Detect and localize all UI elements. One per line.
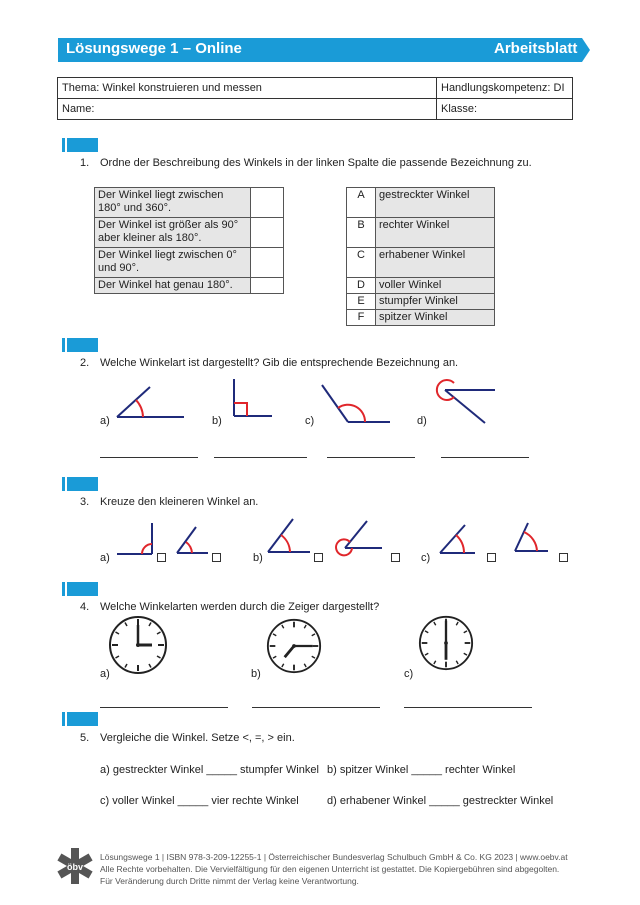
checkbox[interactable] [487,553,496,562]
item-label: c) [100,795,110,807]
answer-cell[interactable] [251,188,284,218]
checkbox[interactable] [559,553,568,562]
clock-icon [266,618,322,674]
comparison-item [100,795,299,807]
option-label: rechter Winkel [376,218,495,248]
answer-blank[interactable]: _____ [206,764,237,776]
publisher-logo-icon [56,846,94,886]
footer-line: Lösungswege 1 | ISBN 978-3-209-12255-1 | Österreichischer Bundesverlag Schulbuch GmbH & Co. KG 2023 | www.oebv.at [100,852,568,862]
figure-label: c) [404,668,414,680]
answer-cell[interactable] [251,248,284,278]
task-marker-icon [62,338,98,352]
checkbox[interactable] [157,553,166,562]
comparison-item [327,764,515,776]
task-3-number: 3. [80,496,90,508]
checkbox[interactable] [314,553,323,562]
right-term: rechter Winkel [445,764,516,776]
right-angle-figure [117,523,152,554]
checkbox[interactable] [212,553,221,562]
item-label: b) [327,764,337,776]
answer-line[interactable] [100,457,198,458]
answer-cell[interactable] [251,278,284,294]
answer-blank[interactable]: _____ [429,795,460,807]
figure-label: b) [251,668,261,680]
figure-label: a) [100,668,110,680]
footer-line: Für Veränderung durch Dritte nimmt der Verlag keine Verantwortung. [100,876,359,886]
option-label: spitzer Winkel [376,310,495,326]
option-label: gestreckter Winkel [376,188,495,218]
acute-angle-figure [268,519,310,552]
answer-blank[interactable]: _____ [411,764,442,776]
acute-angle-figure [515,523,548,551]
description-text: aber kleiner als 180°. [98,232,202,244]
figure-label: a) [100,415,110,427]
task-marker-icon [62,582,98,596]
item-label: a) [100,764,110,776]
option-letter: F [347,310,376,326]
option-letter: D [347,278,376,294]
option-letter: C [347,248,376,278]
figure-label: a) [100,552,110,564]
answer-line[interactable] [441,457,529,458]
answer-cell[interactable] [251,218,284,248]
description-text: Der Winkel ist größer als 90° [98,219,239,231]
task-marker-icon [62,477,98,491]
option-letter: A [347,188,376,218]
task-1-text: Ordne der Beschreibung des Winkels in der linken Spalte die passende Bezeichnung zu. [100,157,532,169]
answer-line[interactable] [100,707,228,708]
figure-label: b) [212,415,222,427]
left-term: gestreckter Winkel [112,764,204,776]
task-5-number: 5. [80,732,90,744]
clock-icon [418,615,474,671]
description-text: Der Winkel liegt zwischen 0° [98,249,237,261]
footer-text [100,851,600,887]
acute-angle-figure [117,387,184,417]
answer-line[interactable] [327,457,415,458]
task-4-text: Welche Winkelarten werden durch die Zeiger dargestellt? [100,601,380,613]
right-term: stumpfer Winkel [240,764,319,776]
description-text: und 90°. [98,262,140,274]
task-2-angle-figures [100,375,560,435]
option-letter: E [347,294,376,310]
figure-label: b) [253,552,263,564]
task-marker-icon [62,138,98,152]
footer-line: Alle Rechte vorbehalten. Die Vervielfältigung für den eigenen Unterricht ist gestattet. Die Kopiergebühren sind abgegolten. [100,864,560,874]
description-text: Der Winkel hat genau 180°. [98,279,233,291]
answer-line[interactable] [252,707,380,708]
reflex-angle-figure [336,521,382,555]
right-term: vier rechte Winkel [211,795,299,807]
task-3-text: Kreuze den kleineren Winkel an. [100,496,259,508]
task-marker-icon [62,712,98,726]
description-text: Der Winkel liegt zwischen [98,189,224,201]
obtuse-angle-figure [322,385,390,422]
option-letter: B [347,218,376,248]
options-table [346,187,495,326]
comparison-item [327,795,553,807]
task-2-text: Welche Winkelart ist dargestellt? Gib die entsprechende Bezeichnung an. [100,357,459,369]
worksheet-series-title: Lösungswege 1 – Online [66,40,242,57]
figure-label: c) [305,415,315,427]
figure-label: c) [421,552,431,564]
task-5-text: Vergleiche die Winkel. Setze <, =, > ein. [100,732,295,744]
description-table [94,187,284,294]
left-term: erhabener Winkel [339,795,427,807]
worksheet-type-label: Arbeitsblatt [494,40,578,57]
task-1-number: 1. [80,157,90,169]
clock-icon [108,615,168,675]
description-text: 180° und 360°. [98,202,172,214]
comparison-item [100,764,319,776]
task-2-number: 2. [80,357,90,369]
reflex-angle-figure [437,380,495,423]
right-angle-figure [234,379,272,416]
info-table [57,77,573,120]
left-term: spitzer Winkel [339,764,409,776]
answer-line[interactable] [404,707,532,708]
answer-blank[interactable]: _____ [177,795,209,807]
right-term: gestreckter Winkel [462,795,554,807]
checkbox[interactable] [391,553,400,562]
name-field[interactable]: Name: [58,99,437,120]
acute-angle-figure [177,527,208,553]
left-term: voller Winkel [112,795,175,807]
task-4-number: 4. [80,601,90,613]
figure-label: d) [417,415,427,427]
task-3-angle-figures [100,515,575,565]
item-label: d) [327,795,337,807]
topic-cell: Thema: Winkel konstruieren und messen [58,78,437,99]
publisher-logo-text: öbv [66,862,84,872]
option-label: erhabener Winkel [376,248,495,278]
option-label: voller Winkel [376,278,495,294]
acute-angle-figure [440,525,475,553]
competence-cell: Handlungskompetenz: DI [437,78,573,99]
class-field[interactable]: Klasse: [437,99,573,120]
option-label: stumpfer Winkel [376,294,495,310]
answer-line[interactable] [214,457,307,458]
